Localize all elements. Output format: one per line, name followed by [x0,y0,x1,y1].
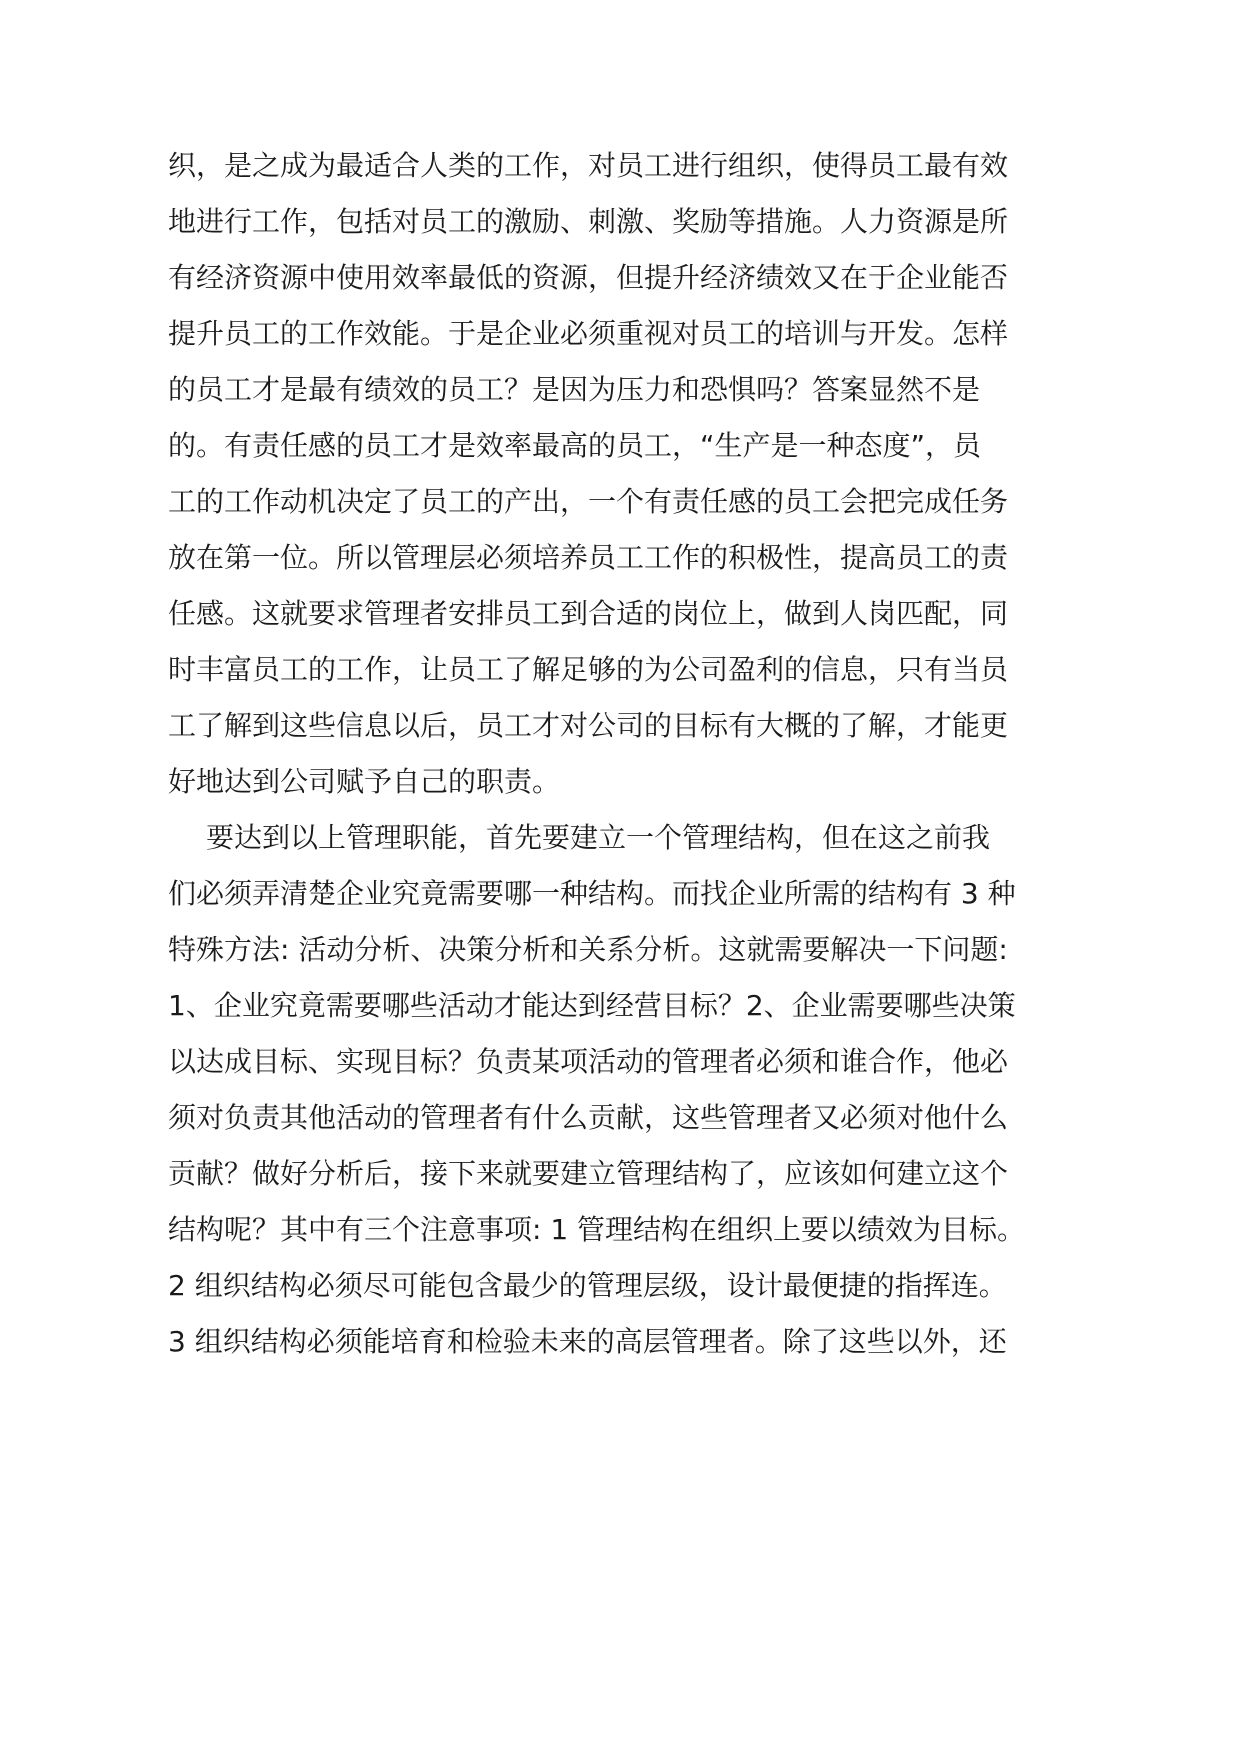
text-line: 要达到以上管理职能，首先要建立一个管理结构，但在这之前我 [206,821,991,854]
text-line: 好地达到公司赋予自己的职责。 [168,765,561,798]
text-line: 2 组织结构必须尽可能包含最少的管理层级，设计最便捷的指挥连。 [168,1269,1007,1302]
text-line: 特殊方法: 活动分析、决策分析和关系分析。这就需要解决一下问题: [168,933,1008,966]
text-line: 贡献？做好分析后，接下来就要建立管理结构了，应该如何建立这个 [168,1157,1009,1190]
text-line: 以达成目标、实现目标？负责某项活动的管理者必须和谁合作，他必 [168,1045,1009,1078]
text-line: 地进行工作，包括对员工的激励、刺激、奖励等措施。人力资源是所 [168,205,1009,238]
text-line: 的。有责任感的员工才是效率最高的员工，“生产是一种态度”，员 [168,429,982,462]
text-line: 须对负责其他活动的管理者有什么贡献，这些管理者又必须对他什么 [168,1101,1009,1134]
text-line: 们必须弄清楚企业究竟需要哪一种结构。而找企业所需的结构有 3 种 [168,877,1016,910]
text-line: 工了解到这些信息以后，员工才对公司的目标有大概的了解，才能更 [168,709,1009,742]
text-line: 工的工作动机决定了员工的产出，一个有责任感的员工会把完成任务 [168,485,1009,518]
text-line: 1、企业究竟需要哪些活动才能达到经营目标？2、企业需要哪些决策 [168,989,1016,1022]
text-line: 任感。这就要求管理者安排员工到合适的岗位上，做到人岗匹配，同 [168,597,1009,630]
text-line: 的员工才是最有绩效的员工？是因为压力和恐惧吗？答案显然不是 [168,373,981,406]
text-line: 有经济资源中使用效率最低的资源，但提升经济绩效又在于企业能否 [168,261,1009,294]
text-line: 提升员工的工作效能。于是企业必须重视对员工的培训与开发。怎样 [168,317,1009,350]
text-line: 结构呢？其中有三个注意事项: 1 管理结构在组织上要以绩效为目标。 [168,1213,1026,1246]
text-line: 3 组织结构必须能培育和检验未来的高层管理者。除了这些以外，还 [168,1325,1007,1358]
text-line: 时丰富员工的工作，让员工了解足够的为公司盈利的信息，只有当员 [168,653,1009,686]
text-line: 放在第一位。所以管理层必须培养员工工作的积极性，提高员工的责 [168,541,1009,574]
text-line: 织，是之成为最适合人类的工作，对员工进行组织，使得员工最有效 [168,149,1009,182]
